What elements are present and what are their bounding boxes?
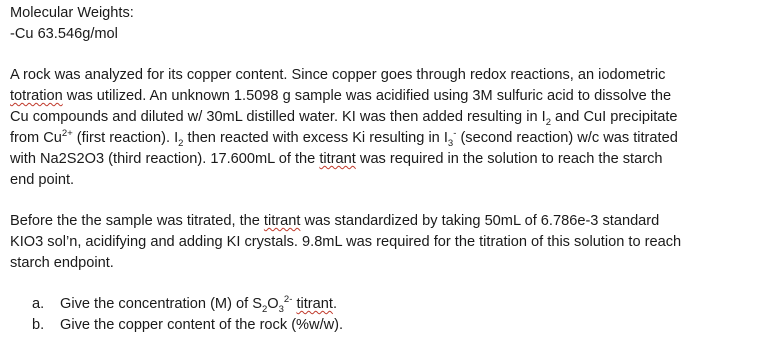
paragraph-procedure bbox=[10, 65, 764, 191]
text-line: starch endpoint. bbox=[10, 255, 114, 271]
text-run: with Na2S2O3 (third reaction). 17.600mL of the bbox=[10, 151, 320, 167]
text-run: and CuI precipitate bbox=[550, 109, 678, 125]
text-line: end point. bbox=[10, 172, 75, 188]
question-b bbox=[32, 315, 764, 336]
spelling-flag: titrant bbox=[296, 296, 333, 312]
text-run: Cu compounds and diluted w/ 30mL distilled water. KI was then added resulting in I bbox=[10, 109, 546, 125]
subscript: 2 bbox=[545, 116, 551, 128]
spacer bbox=[10, 274, 764, 294]
question-text: Give the copper content of the rock (%w/w). bbox=[60, 317, 344, 333]
text-line bbox=[10, 128, 764, 149]
list-marker: b. bbox=[32, 317, 45, 333]
spelling-flag: totration bbox=[10, 88, 63, 104]
spacer bbox=[10, 191, 764, 211]
text-run: was required in the solution to reach the starch bbox=[355, 151, 663, 167]
text-run: Give the concentration (M) of S bbox=[60, 296, 262, 312]
text-run: was utilized. An unknown 1.5098 g sample was acidified using 3M sulfuric acid to dissolve the bbox=[62, 88, 672, 104]
question-a bbox=[32, 294, 764, 315]
subscript: 2 bbox=[261, 303, 268, 315]
list-marker: a. bbox=[32, 296, 45, 312]
text-line bbox=[10, 107, 764, 128]
cu-molecular-weight: -Cu 63.546g/mol bbox=[10, 26, 118, 42]
spelling-flag: titrant bbox=[263, 213, 301, 229]
text-run: . bbox=[332, 296, 337, 312]
text-run: then reacted with excess Ki resulting in I bbox=[183, 130, 448, 146]
text-line: KIO3 sol’n, acidifying and adding KI crystals. 9.8mL was required for the titration of this solution to reach bbox=[10, 234, 682, 250]
text-line bbox=[10, 211, 764, 232]
molecular-weights-heading: Molecular Weights: bbox=[10, 5, 134, 21]
text-run: (first reaction). I bbox=[72, 130, 179, 146]
subscript: 3 bbox=[278, 303, 284, 315]
superscript: - bbox=[453, 128, 457, 140]
spelling-flag: titrant bbox=[319, 151, 356, 167]
text-run: Before the the sample was titrated, the bbox=[10, 213, 264, 229]
paragraph-standardization bbox=[10, 211, 764, 274]
spacer bbox=[10, 45, 764, 65]
question-text bbox=[60, 294, 337, 315]
subscript: 3 bbox=[447, 137, 454, 149]
text-run: from Cu bbox=[10, 130, 62, 146]
superscript: 2- bbox=[283, 294, 293, 306]
text-line: A rock was analyzed for its copper content. Since copper goes through redox reactions, an iodometric bbox=[10, 67, 666, 83]
text-run: O bbox=[267, 296, 279, 312]
superscript: 2+ bbox=[61, 128, 73, 140]
document-body bbox=[10, 3, 764, 336]
text-run: was standardized by taking 50mL of 6.786e-3 standard bbox=[300, 213, 660, 229]
question-list bbox=[32, 294, 764, 336]
text-line bbox=[10, 86, 764, 107]
text-run: (second reaction) w/c was titrated bbox=[456, 130, 678, 146]
text-line bbox=[10, 149, 764, 170]
subscript: 2 bbox=[178, 137, 184, 149]
